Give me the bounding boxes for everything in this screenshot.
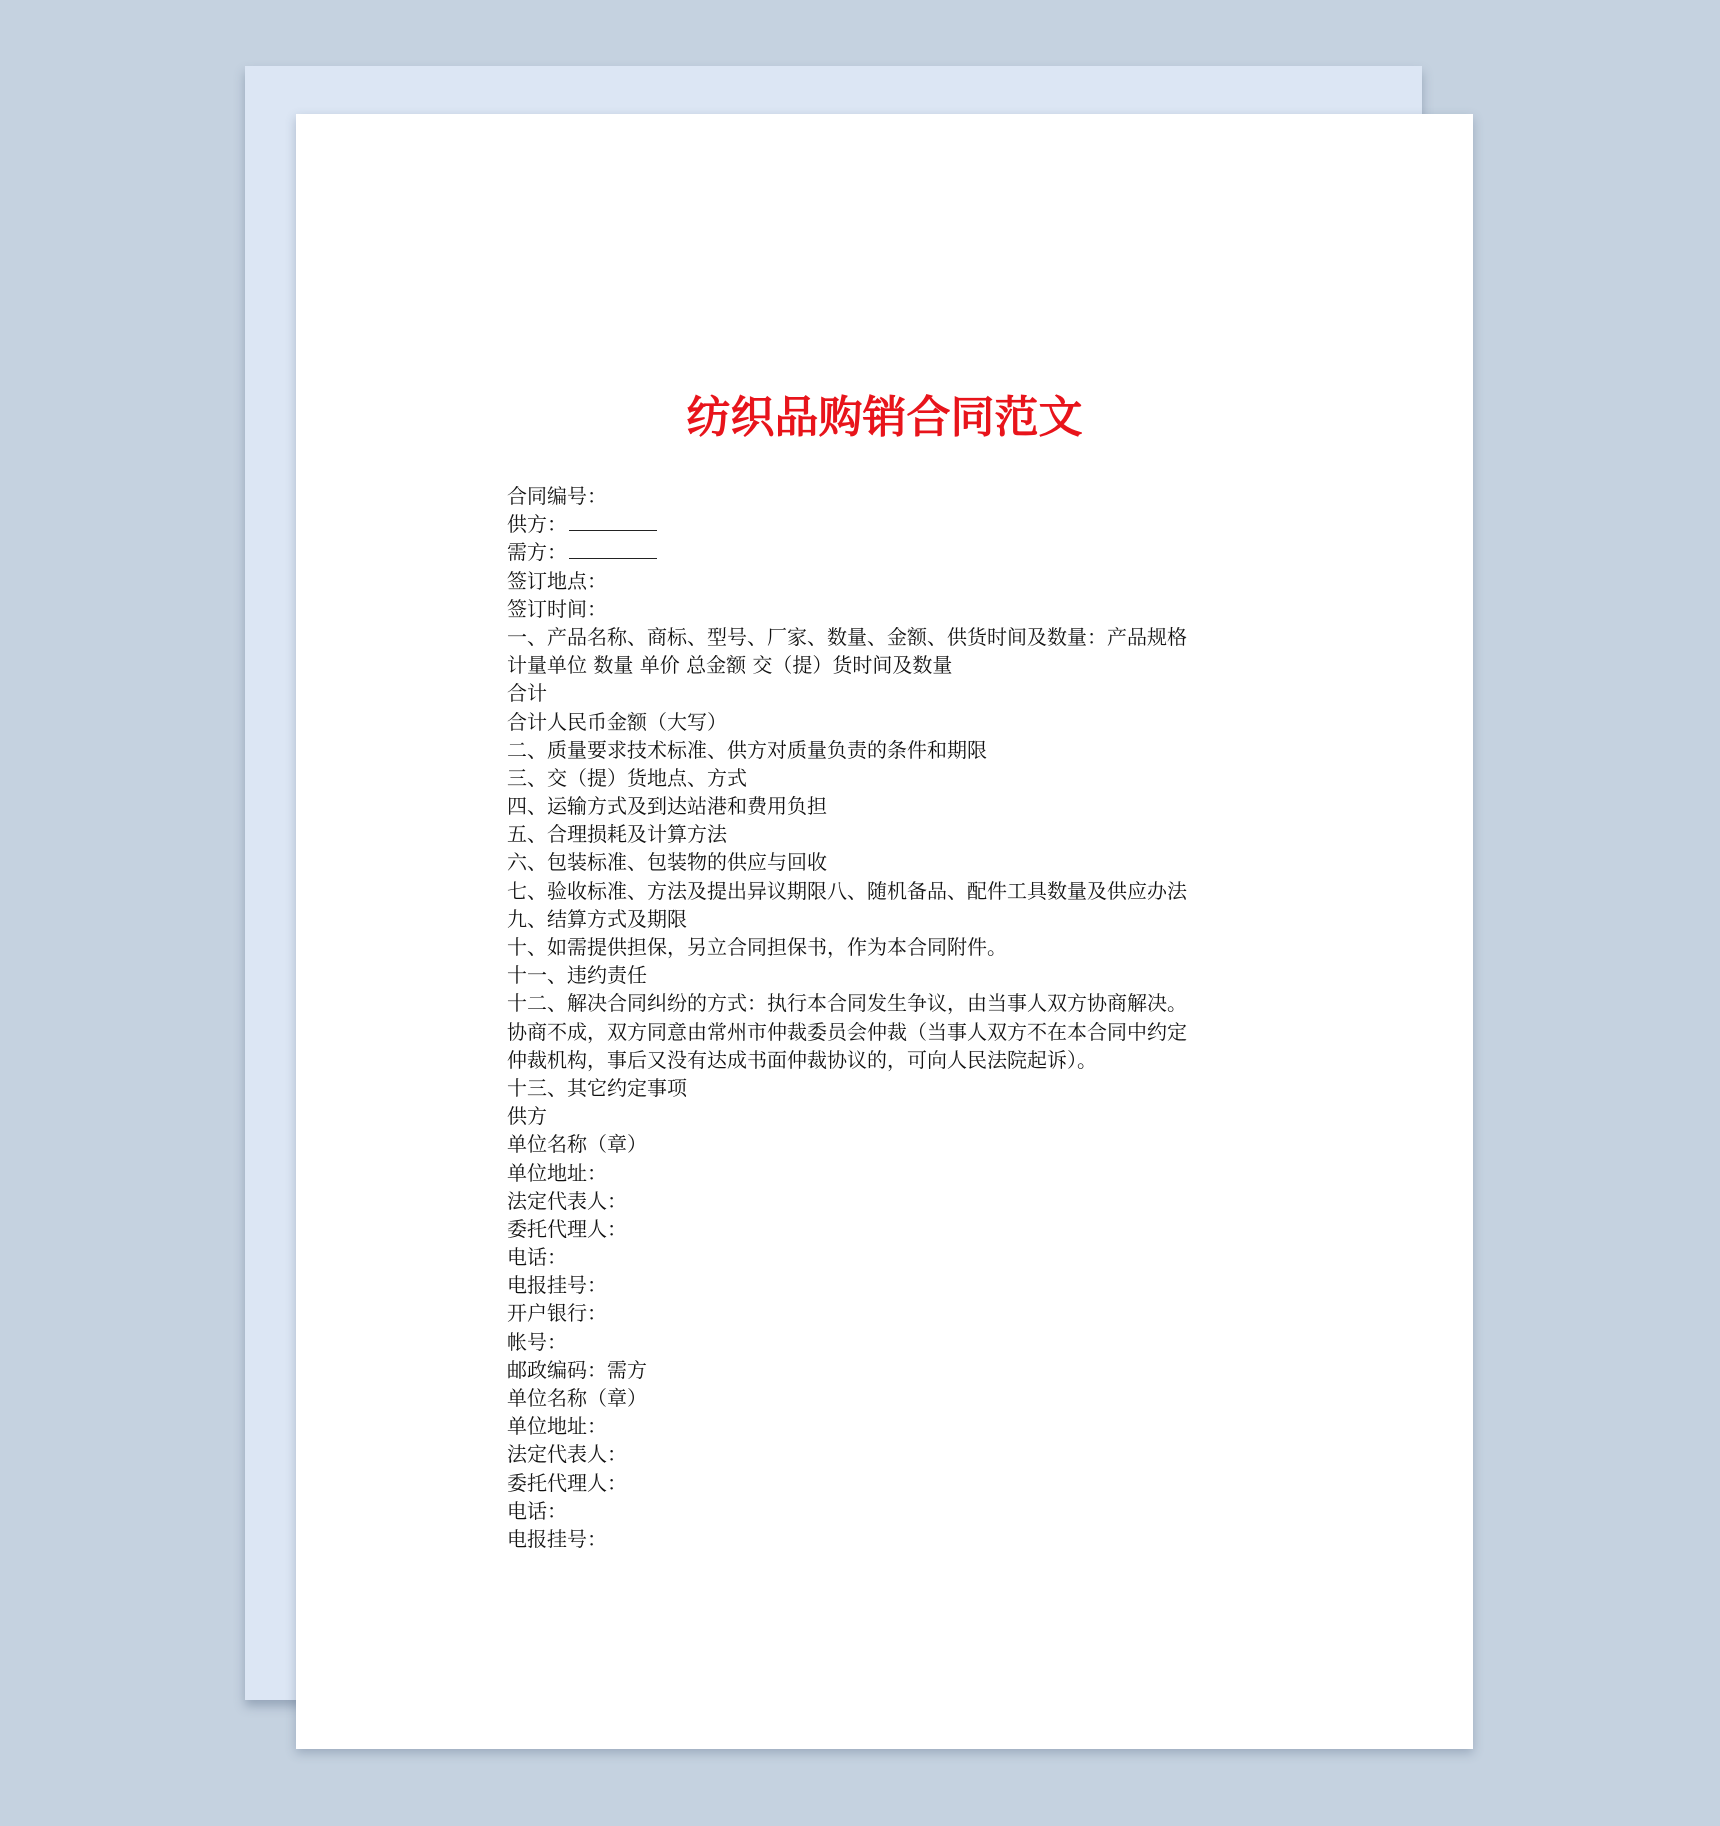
document-line [507, 792, 1267, 820]
document-line [507, 905, 1267, 933]
fill-in-blank [569, 542, 657, 559]
document-line [507, 961, 1267, 989]
document-line [507, 538, 1267, 566]
document-line [507, 1102, 1267, 1130]
document-line-text: 签订时间： [507, 596, 607, 621]
document-line-text: 合计 [507, 681, 547, 706]
document-line-text: 九、结算方式及期限 [507, 906, 687, 931]
document-line [507, 1130, 1267, 1158]
document-line-text: 帐号： [507, 1329, 567, 1354]
document-line-text: 电报挂号： [507, 1526, 607, 1551]
document-line [507, 1328, 1267, 1356]
document-line-text: 合计人民币金额（大写） [507, 709, 727, 734]
document-line-text: 合同编号： [507, 484, 607, 508]
document-line [507, 623, 1267, 651]
document-line-text: 电话： [507, 1245, 567, 1270]
document-line [507, 1046, 1267, 1074]
document-line [507, 1271, 1267, 1299]
document-line [507, 482, 1267, 510]
document-body [507, 482, 1267, 1553]
document-line-text: 四、运输方式及到达站港和费用负担 [507, 794, 827, 819]
document-line-text: 单位名称（章） [507, 1386, 647, 1410]
document-line-text: 签订地点： [507, 568, 607, 593]
document-line [507, 1525, 1267, 1553]
document-line-text: 电话： [507, 1498, 567, 1523]
document-line-text: 十二、解决合同纠纷的方式：执行本合同发生争议，由当事人双方协商解决。 [507, 991, 1187, 1016]
document-line-text: 供方： [507, 512, 567, 537]
document-line-text: 委托代理人： [507, 1216, 627, 1241]
document-line-text: 十三、其它约定事项 [507, 1075, 687, 1100]
document-line-text: 需方： [507, 540, 567, 565]
document-line-text: 邮政编码：需方 [507, 1357, 647, 1382]
document-line [507, 764, 1267, 792]
document-line-text: 协商不成，双方同意由常州市仲裁委员会仲裁（当事人双方不在本合同中约定 [507, 1019, 1187, 1044]
document-line [507, 1356, 1267, 1384]
document-line-text: 十、如需提供担保，另立合同担保书，作为本合同附件。 [507, 935, 1007, 959]
document-line-text: 十一、违约责任 [507, 963, 647, 988]
document-line [507, 1469, 1267, 1497]
document-line-text: 计量单位 数量 单价 总金额 交（提）货时间及数量 [507, 653, 953, 678]
document-line-text: 供方 [507, 1104, 547, 1129]
document-line [507, 708, 1267, 736]
document-line [507, 1384, 1267, 1412]
document-line-text: 七、验收标准、方法及提出异议期限八、随机备品、配件工具数量及供应办法 [507, 878, 1187, 903]
document-line-text: 二、质量要求技术标准、供方对质量负责的条件和期限 [507, 737, 987, 762]
document-line-text: 单位名称（章） [507, 1132, 647, 1157]
document-line-text: 单位地址： [507, 1160, 607, 1185]
document-line [507, 679, 1267, 707]
document-line [507, 736, 1267, 764]
document-line [507, 1018, 1267, 1046]
document-line [507, 1497, 1267, 1525]
document-line [507, 1440, 1267, 1468]
document-line [507, 989, 1267, 1017]
document-line-text: 五、合理损耗及计算方法 [507, 822, 727, 847]
document-line-text: 三、交（提）货地点、方式 [507, 765, 747, 790]
document-line [507, 820, 1267, 848]
document-line-text: 电报挂号： [507, 1273, 607, 1298]
fill-in-blank [569, 514, 657, 531]
document-line-text: 委托代理人： [507, 1470, 627, 1495]
document-line-text: 单位地址： [507, 1414, 607, 1439]
document-line [507, 1299, 1267, 1327]
document-line [507, 933, 1267, 961]
document-line-text: 法定代表人： [507, 1188, 627, 1213]
document-title: 纺织品购销合同范文 [686, 392, 1083, 443]
document-line [507, 595, 1267, 623]
document-line [507, 567, 1267, 595]
document-page [296, 114, 1473, 1749]
document-line [507, 1159, 1267, 1187]
document-line-text: 开户银行： [507, 1301, 607, 1326]
document-line [507, 1187, 1267, 1215]
document-line [507, 848, 1267, 876]
document-line [507, 510, 1267, 538]
document-line-text: 六、包装标准、包装物的供应与回收 [507, 850, 827, 875]
document-line [507, 877, 1267, 905]
document-line-text: 一、产品名称、商标、型号、厂家、数量、金额、供货时间及数量：产品规格 [507, 624, 1187, 649]
document-line-text: 法定代表人： [507, 1442, 627, 1467]
document-line-text: 仲裁机构，事后又没有达成书面仲裁协议的，可向人民法院起诉）。 [507, 1047, 1097, 1072]
document-line [507, 1074, 1267, 1102]
document-line [507, 651, 1267, 679]
document-line [507, 1412, 1267, 1440]
document-line [507, 1215, 1267, 1243]
document-line [507, 1243, 1267, 1271]
